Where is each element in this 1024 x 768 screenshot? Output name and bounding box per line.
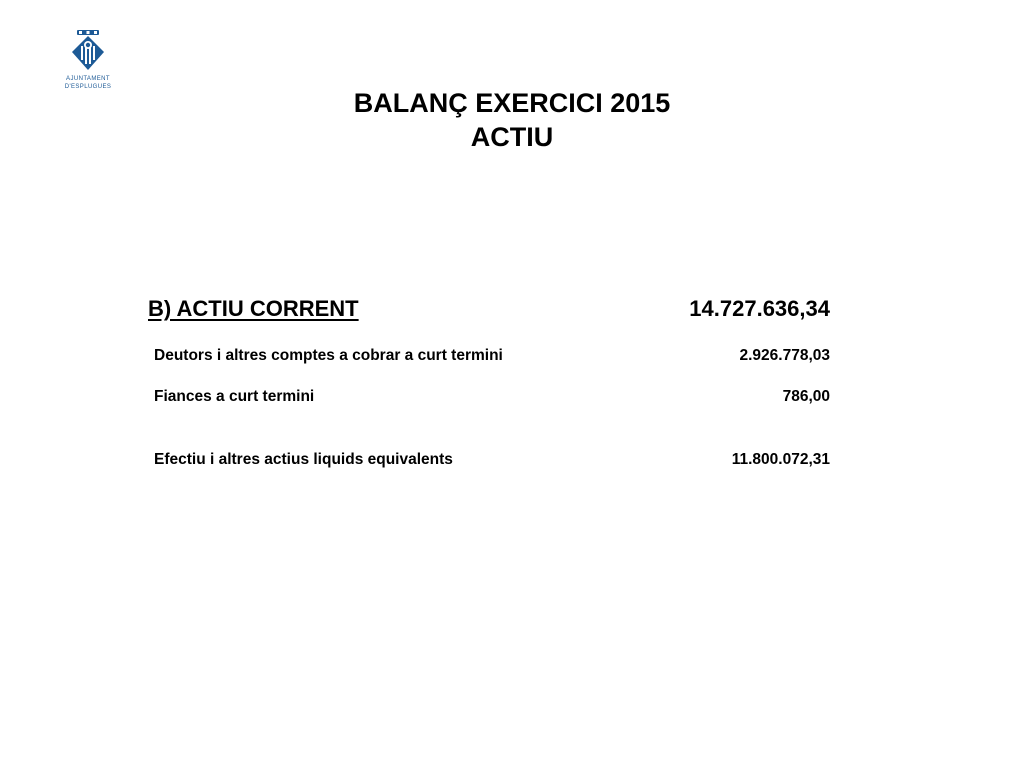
- title-line1: BALANÇ EXERCICI 2015: [353, 88, 671, 118]
- section-total-value: 14.727.636,34: [689, 296, 830, 321]
- municipal-shield-icon: [70, 28, 106, 72]
- line-item-label: Efectiu i altres actius liquids equivalents: [154, 451, 453, 468]
- line-item-efectiu: [154, 451, 830, 473]
- logo-text-line1: AJUNTAMENT: [66, 76, 110, 82]
- line-item-value: 11.800.072,31: [731, 451, 830, 468]
- line-item-label: Deutors i altres comptes a cobrar a curt termini: [154, 347, 503, 364]
- page-title: [0, 86, 1024, 154]
- title-line2: ACTIU: [470, 122, 554, 152]
- line-item-value: 2.926.778,03: [739, 347, 830, 364]
- municipal-logo: [60, 28, 116, 94]
- line-item-label: Fiances a curt termini: [154, 388, 315, 405]
- section-label: B) ACTIU CORRENT: [148, 296, 359, 321]
- line-item-deutors: [154, 347, 830, 369]
- line-item-value: 786,00: [782, 388, 830, 405]
- logo-text-line2: D'ESPLUGUES: [64, 84, 112, 90]
- line-item-fiances: [154, 388, 830, 410]
- section-header-actiu-corrent: [148, 296, 830, 326]
